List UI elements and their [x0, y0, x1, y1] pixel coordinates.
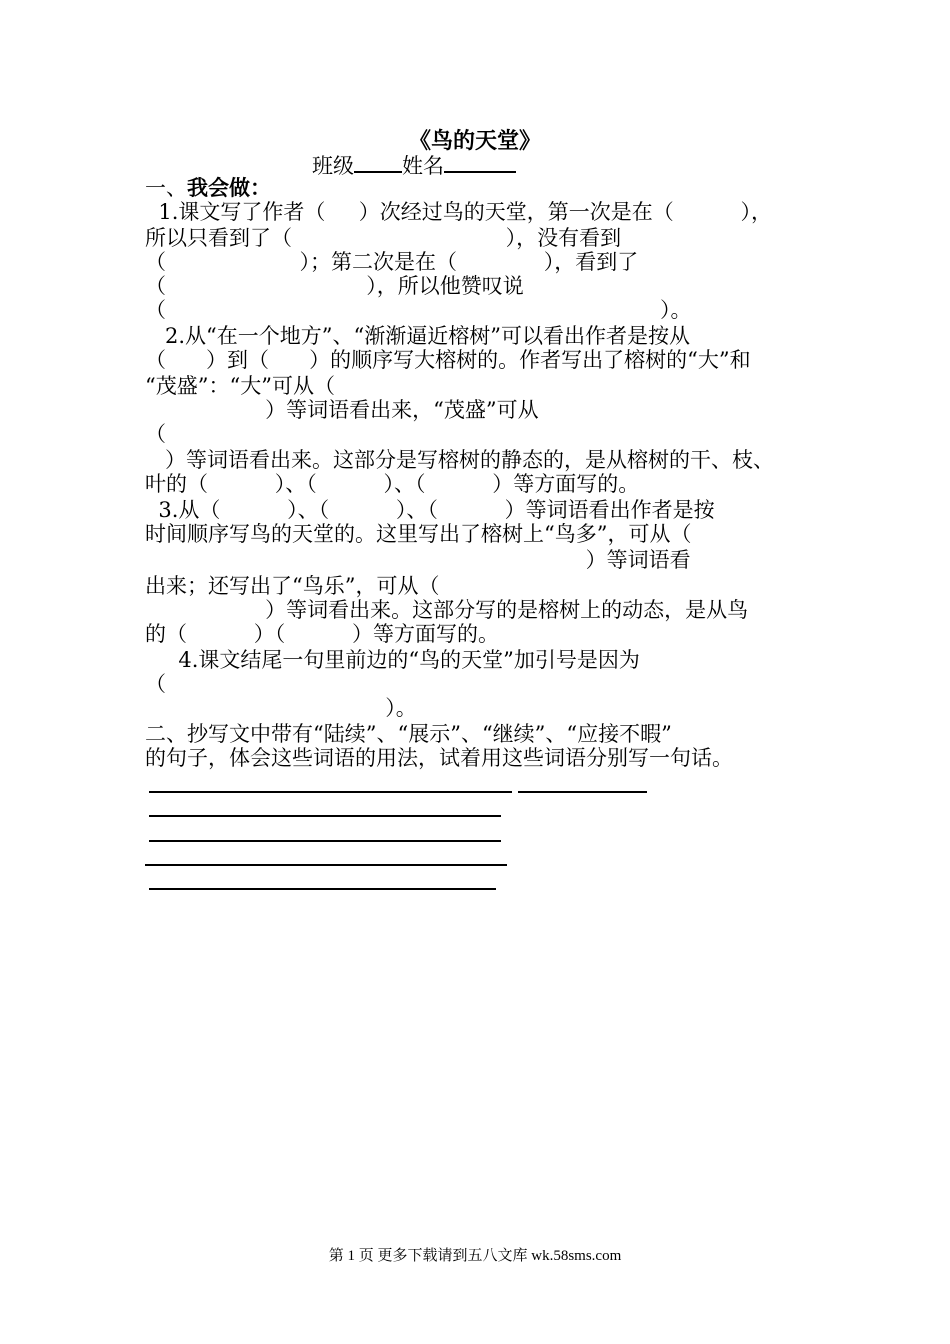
answer-line-1a[interactable] [149, 791, 512, 793]
q3-line3: ）等词语看 [145, 548, 691, 572]
q2-line7: 叶的（ ）、（ ）、（ ）等方面写的。 [145, 472, 640, 496]
q1-line2: 所以只看到了（ ），没有看到 [145, 226, 622, 250]
q3-line6: 的（ ）（ ）等方面写的。 [145, 622, 500, 646]
q2-line4: ）等词语看出来，“茂盛”可从 [145, 398, 539, 422]
q2-line3: “茂盛”：“大”可从（ [145, 374, 335, 398]
answer-line-5[interactable] [149, 888, 496, 890]
q3-line5: ）等词看出来。这部分写的是榕树上的动态，是从鸟 [145, 598, 749, 622]
answer-line-3[interactable] [149, 840, 501, 842]
q4-line2: （ [145, 672, 166, 696]
answer-line-2[interactable] [149, 815, 501, 817]
answer-line-4[interactable] [145, 864, 507, 866]
q2-line6: ）等词语看出来。这部分是写榕树的静态的，是从榕树的干、枝、 [145, 448, 775, 472]
class-label: 班级 [312, 154, 354, 178]
q2-line5: （ [145, 422, 166, 446]
q4-line3: ）。 [145, 696, 417, 720]
page-title: 《鸟的天堂》 [408, 128, 541, 154]
q1-line5: （ ）。 [145, 298, 692, 322]
section2-line1: 二、抄写文中带有“陆续”、“展示”、“继续”、“应接不暇” [145, 722, 672, 746]
q4-line1: 4.课文结尾一句里前边的“鸟的天堂”加引号是因为 [145, 648, 640, 672]
q1-line4: （ ），所以他赞叹说 [145, 274, 524, 298]
q1-line1: 1.课文写了作者（ ）次经过鸟的天堂，第一次是在（ ）， [145, 200, 773, 224]
section2-line2: 的句子，体会这些词语的用法，试着用这些词语分别写一句话。 [145, 746, 733, 770]
q3-line1: 3.从（ ）、（ ）、（ ）等词语看出作者是按 [145, 498, 715, 522]
page-footer: 第 1 页 更多下载请到五八文库 wk.58sms.com [328, 1248, 622, 1264]
q3-line2: 时间顺序写鸟的天堂的。这里写出了榕树上“鸟多”，可从（ [145, 522, 692, 546]
q2-line1: 2.从“在一个地方”、“渐渐逼近榕树”可以看出作者是按从 [145, 324, 691, 348]
answer-line-1b[interactable] [518, 791, 647, 793]
name-blank[interactable] [444, 153, 516, 173]
q3-line4: 出来；还写出了“鸟乐”，可从（ [145, 574, 440, 598]
q1-line3: （ ）；第二次是在（ ），看到了 [145, 250, 639, 274]
section1-heading: 一、我会做： [145, 175, 271, 200]
class-blank[interactable] [354, 153, 402, 173]
q2-line2: （ ）到（ ）的顺序写大榕树的。作者写出了榕树的“大”和 [145, 348, 751, 372]
name-label: 姓名 [402, 154, 444, 178]
